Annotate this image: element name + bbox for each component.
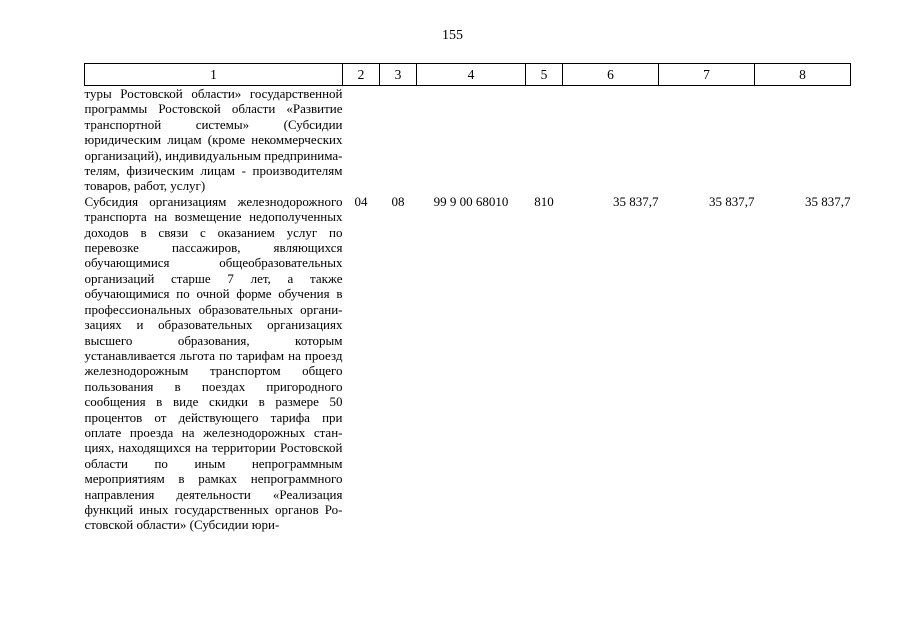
row-section <box>343 86 380 194</box>
row-sum-year2: 35 837,7 <box>709 193 755 209</box>
column-header-2: 2 <box>343 64 380 86</box>
row-expense-type: 810 <box>534 193 554 209</box>
row-target-article <box>417 86 526 194</box>
column-header-6: 6 <box>563 64 659 86</box>
budget-table <box>84 63 851 533</box>
column-header-5: 5 <box>526 64 563 86</box>
column-header-8: 8 <box>755 64 851 86</box>
row-target-article: 99 9 00 68010 <box>433 193 509 209</box>
page-number: 155 <box>442 28 463 43</box>
column-header-1: 1 <box>85 64 343 86</box>
row-description: туры Ростовской области» государственной программы Ростовской области «Развитие транспортной системы» (Субсидии юридическим лицам (кроме некоммерческих организаций), индивидуальным предпринимателям, физическим лицам - производителям товаров, работ, услуг) <box>84 86 343 194</box>
row-description: Субсидия организациям железнодорожного транспорта на возмещение недополученных доходов в связи с оказанием услуг по перевозке пассажиров, являющихся обучающимися общеобразовательных организаций старше 7 лет, а также обучающимися по очной форме обучения в профессиональных образовательных организациях и образовательных организациях высшего образования, которым устанавливается льгота по тарифам на проезд железнодорожным транспортом общего пользования в поездах пригородного сообщения в виде скидки в размере 50 процентов от действующего тарифа при оплате проезда на железнодорожных станциях, находящихся на территории Ростовской области по иным непрограммным мероприятиям в рамках непрограммного направления деятельности «Реализация функций иных государственных органов Ростовской области» (Субсидии юри- <box>84 193 343 533</box>
row-sum-year1: 35 837,7 <box>613 193 659 209</box>
column-header-7: 7 <box>659 64 755 86</box>
table-row <box>85 86 851 194</box>
row-sum-year3: 35 837,7 <box>805 193 851 209</box>
row-subsection <box>380 86 417 194</box>
table-row <box>85 194 851 533</box>
table-header-row <box>85 64 851 86</box>
row-subsection: 08 <box>391 193 405 209</box>
row-expense-type <box>526 86 563 194</box>
row-sum-year2 <box>659 86 755 194</box>
row-section: 04 <box>354 193 368 209</box>
column-header-4: 4 <box>417 64 526 86</box>
row-sum-year3 <box>755 86 851 194</box>
column-header-3: 3 <box>380 64 417 86</box>
row-sum-year1 <box>563 86 659 194</box>
